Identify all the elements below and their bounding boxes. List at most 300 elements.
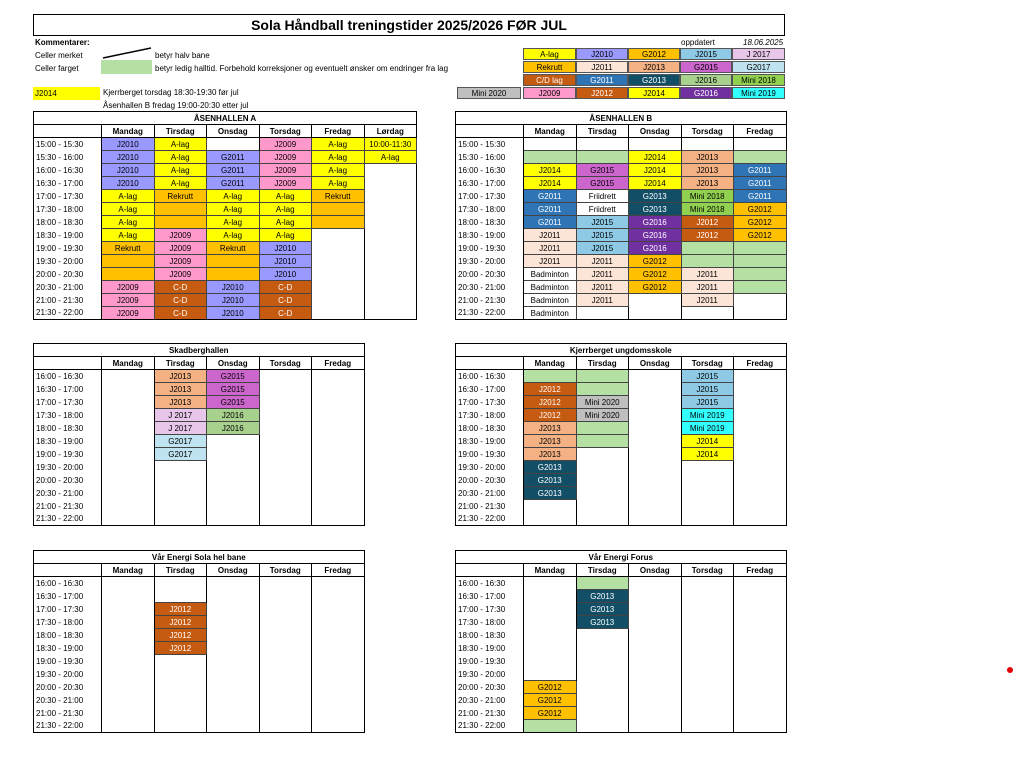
schedule-cell [312,422,365,435]
time-slot: 17:30 - 18:00 [34,409,102,422]
schedule-cell [734,294,787,307]
schedule-cell [102,409,155,422]
time-row [34,487,365,500]
time-row [456,294,787,307]
schedule-cell [681,513,734,526]
schedule-cell [102,474,155,487]
schedule-cell [576,461,629,474]
schedule-cell: J2013 [524,448,577,461]
day-header: Lørdag [364,125,417,138]
time-slot: 19:30 - 20:00 [456,255,524,268]
schedule-cell: J2012 [524,396,577,409]
schedule-cell [312,268,365,281]
schedule-cell [524,720,577,733]
schedule-cell [312,681,365,694]
schedule-cell [734,590,787,603]
day-header: Tirsdag [154,357,207,370]
time-row [456,409,787,422]
day-header: Tirsdag [154,125,207,138]
schedule-cell [734,487,787,500]
time-row [34,216,417,229]
hall-name: Vår Energi Sola hel bane [34,551,365,564]
schedule-cell [734,281,787,294]
schedule-cell: A-lag [259,216,312,229]
time-row [34,190,417,203]
schedule-cell [681,642,734,655]
colored-label: Celler farget [35,64,79,73]
schedule-cell [207,577,260,590]
schedule-cell [629,603,682,616]
schedule-cell: J2011 [524,242,577,255]
schedule-cell [629,707,682,720]
schedule-cell: J2009 [259,151,312,164]
schedule-cell [312,707,365,720]
schedule-cell: C-D [259,294,312,307]
hall-name: Skadberghallen [34,344,365,357]
schedule-cell: A-lag [312,177,365,190]
schedule-cell: G2016 [629,229,682,242]
schedule-cell: J2010 [207,281,260,294]
time-row [34,707,365,720]
schedule-cell [312,500,365,513]
schedule-cell: J2015 [576,216,629,229]
schedule-cell [259,487,312,500]
schedule-cell: A-lag [259,229,312,242]
time-slot: 19:30 - 20:00 [34,668,102,681]
schedule-cell [629,629,682,642]
schedule-cell: J2013 [154,396,207,409]
schedule-cell [154,577,207,590]
schedule-cell [524,577,577,590]
schedule-cell: J2011 [681,268,734,281]
time-slot: 16:30 - 17:00 [34,590,102,603]
day-header: Onsdag [629,564,682,577]
comments-label: Kommentarer: [35,38,90,47]
schedule-cell [576,138,629,151]
schedule-cell [102,681,155,694]
time-slot: 18:30 - 19:00 [456,642,524,655]
schedule-cell [681,474,734,487]
schedule-cell [259,435,312,448]
schedule-cell [102,255,155,268]
legend-team-g2016: G2016 [680,87,732,99]
hall-name: Vår Energi Forus [456,551,787,564]
legend-team-g2013: G2013 [628,74,680,86]
schedule-cell [576,707,629,720]
schedule-cell: G2016 [629,242,682,255]
schedule-cell: A-lag [259,203,312,216]
header-blank [34,125,102,138]
schedule-cell: J2010 [102,138,155,151]
time-slot: 19:30 - 20:00 [34,461,102,474]
legend-team-rekrutt: Rekrutt [523,61,576,73]
schedule-cell: G2012 [524,681,577,694]
schedule-cell [259,590,312,603]
time-row [34,138,417,151]
time-row [34,164,417,177]
schedule-cell [102,370,155,383]
schedule-cell [207,500,260,513]
time-row [456,577,787,590]
time-row [34,409,365,422]
schedule-cell: J2011 [576,281,629,294]
time-row [456,603,787,616]
schedule-cell: J2010 [102,177,155,190]
schedule-cell: G2011 [207,164,260,177]
colored-desc: betyr ledig halltid. Forbehold korreksjoner og eventuelt ønsker om endringer fra lag [155,64,449,73]
schedule-cell [364,242,417,255]
time-slot: 15:00 - 15:30 [456,138,524,151]
schedule-cell [364,216,417,229]
time-row [456,203,787,216]
schedule-cell [629,681,682,694]
time-row [456,281,787,294]
schedule-cell [681,255,734,268]
schedule-cell [629,461,682,474]
time-slot: 17:30 - 18:00 [456,616,524,629]
schedule-cell [576,487,629,500]
schedule-cell [102,616,155,629]
time-slot: 19:00 - 19:30 [456,655,524,668]
schedule-cell [259,668,312,681]
schedule-cell [312,307,365,320]
schedule-cell: J2012 [154,629,207,642]
note-line-1: Kjerrberget torsdag 18:30-19:30 før jul [103,88,239,97]
schedule-cell: J2012 [154,603,207,616]
time-row [456,190,787,203]
schedule-cell [576,370,629,383]
time-row [34,383,365,396]
schedule-cell [102,577,155,590]
schedule-cell [524,603,577,616]
schedule-cell [734,616,787,629]
time-row [456,177,787,190]
legend-team-g2012: G2012 [628,48,680,60]
time-row [456,668,787,681]
time-row [34,655,365,668]
time-row [34,603,365,616]
day-header: Onsdag [629,125,682,138]
schedule-cell: Rekrutt [312,190,365,203]
schedule-cell: J2014 [629,164,682,177]
schedule-cell [524,668,577,681]
schedule-cell [629,383,682,396]
header-blank [456,564,524,577]
schedule-cell [207,694,260,707]
schedule-cell: Rekrutt [102,242,155,255]
schedule-cell [576,307,629,320]
schedule-cell [681,681,734,694]
day-header: Mandag [102,564,155,577]
time-row [34,370,365,383]
schedule-cell [629,474,682,487]
schedule-cell [312,474,365,487]
time-slot: 16:00 - 16:30 [456,370,524,383]
schedule-cell: J2010 [102,151,155,164]
schedule-cell: G2012 [734,203,787,216]
schedule-cell: J2010 [259,255,312,268]
time-row [456,500,787,513]
time-row [456,216,787,229]
schedule-cell: Friidrett [576,203,629,216]
schedule-cell [312,629,365,642]
schedule-cell [629,422,682,435]
schedule-cell [102,500,155,513]
schedule-cell [576,500,629,513]
schedule-cell: J2011 [576,255,629,268]
time-row [34,577,365,590]
schedule-cell [312,229,365,242]
free-color-swatch [101,60,152,74]
schedule-cell [681,307,734,320]
schedule-cell [524,151,577,164]
time-row [456,655,787,668]
time-slot: 18:30 - 19:00 [34,642,102,655]
schedule-cell: A-lag [154,164,207,177]
time-slot: 16:30 - 17:00 [456,590,524,603]
schedule-cell: J2009 [154,268,207,281]
schedule-cell: C-D [154,281,207,294]
time-slot: 21:30 - 22:00 [456,513,524,526]
time-row [34,474,365,487]
schedule-cell [364,164,417,177]
schedule-cell [576,383,629,396]
schedule-cell [102,461,155,474]
schedule-cell: J2010 [259,268,312,281]
time-row [456,642,787,655]
schedule-cell: G2015 [576,164,629,177]
schedule-cell: J2011 [524,229,577,242]
time-row [456,694,787,707]
legend-team-j2013: J2013 [628,61,680,73]
schedule-cell: A-lag [154,177,207,190]
schedule-cell: Badminton [524,307,577,320]
schedule-cell [312,694,365,707]
schedule-cell: J2011 [681,294,734,307]
time-row [456,422,787,435]
schedule-cell [734,151,787,164]
schedule-cell [681,707,734,720]
time-row [34,307,417,320]
time-row [34,229,417,242]
schedule-cell: G2011 [524,190,577,203]
legend-team-j-2017: J 2017 [732,48,785,60]
schedule-cell: A-lag [207,216,260,229]
day-header: Tirsdag [576,357,629,370]
schedule-cell [312,396,365,409]
schedule-cell: G2012 [524,694,577,707]
schedule-cell: A-lag [312,151,365,164]
schedule-cell [364,255,417,268]
time-slot: 20:00 - 20:30 [34,474,102,487]
schedule-cell [259,577,312,590]
time-slot: 17:30 - 18:00 [34,616,102,629]
schedule-cell: G2011 [207,151,260,164]
schedule-cell: J2014 [681,448,734,461]
time-row [456,720,787,733]
schedule-cell [734,307,787,320]
schedule-cell [629,668,682,681]
time-slot: 20:30 - 21:00 [456,487,524,500]
day-header: Torsdag [259,564,312,577]
time-row [456,474,787,487]
schedule-cell [576,720,629,733]
schedule-cell [259,370,312,383]
time-slot: 20:00 - 20:30 [456,681,524,694]
schedule-cell: J2009 [102,281,155,294]
legend-team-g2017: G2017 [732,61,785,73]
time-slot: 17:00 - 17:30 [456,190,524,203]
schedule-cell: G2012 [734,229,787,242]
schedule-cell: G2011 [734,164,787,177]
schedule-cell [576,655,629,668]
schedule-cell [681,500,734,513]
time-row [34,435,365,448]
schedule-cell [312,720,365,733]
schedule-cell: Rekrutt [154,190,207,203]
hall-table-asen-a [33,111,417,320]
schedule-cell: G2013 [524,487,577,500]
time-slot: 16:30 - 17:00 [456,177,524,190]
schedule-cell [312,616,365,629]
schedule-cell: G2015 [207,396,260,409]
schedule-cell [259,383,312,396]
schedule-cell: A-lag [102,203,155,216]
hall-table-kjerr [455,343,787,526]
day-header: Torsdag [681,125,734,138]
schedule-cell [576,435,629,448]
schedule-cell [681,720,734,733]
schedule-cell [364,203,417,216]
time-slot: 21:30 - 22:00 [34,513,102,526]
schedule-cell [102,487,155,500]
time-slot: 16:00 - 16:30 [34,577,102,590]
time-row [34,668,365,681]
schedule-cell [207,655,260,668]
time-slot: 20:30 - 21:00 [456,281,524,294]
header-blank [34,357,102,370]
schedule-cell [154,707,207,720]
note-team-badge: J2014 [33,87,100,100]
schedule-cell [734,461,787,474]
schedule-cell: A-lag [154,138,207,151]
schedule-cell: J2009 [102,307,155,320]
schedule-cell [364,281,417,294]
time-row [456,242,787,255]
schedule-cell: A-lag [207,190,260,203]
time-row [456,151,787,164]
time-slot: 20:00 - 20:30 [34,681,102,694]
time-row [34,396,365,409]
schedule-cell [102,383,155,396]
time-slot: 17:30 - 18:00 [456,203,524,216]
schedule-cell [629,370,682,383]
schedule-cell [102,655,155,668]
schedule-cell: G2013 [524,461,577,474]
header-blank [456,125,524,138]
hall-table-asen-b [455,111,787,320]
schedule-cell [154,694,207,707]
time-slot: 16:00 - 16:30 [456,577,524,590]
time-slot: 18:00 - 18:30 [34,216,102,229]
schedule-cell [102,707,155,720]
schedule-cell: A-lag [154,151,207,164]
schedule-cell: 10:00-11:30 [364,138,417,151]
schedule-cell: J2015 [681,383,734,396]
time-slot: 19:30 - 20:00 [34,255,102,268]
schedule-cell [207,255,260,268]
time-row [456,629,787,642]
time-row [34,177,417,190]
schedule-cell [102,668,155,681]
schedule-cell [102,396,155,409]
time-slot: 18:30 - 19:00 [456,229,524,242]
time-slot: 18:00 - 18:30 [34,629,102,642]
schedule-cell [207,629,260,642]
schedule-cell [681,590,734,603]
legend-team-j2009: J2009 [523,87,576,99]
schedule-cell [576,694,629,707]
schedule-cell [734,422,787,435]
schedule-cell: G2017 [154,435,207,448]
schedule-cell: J2012 [154,642,207,655]
time-slot: 21:00 - 21:30 [34,707,102,720]
schedule-cell [524,513,577,526]
time-row [34,694,365,707]
time-slot: 20:00 - 20:30 [456,474,524,487]
schedule-cell: J2009 [259,177,312,190]
schedule-cell [154,474,207,487]
schedule-cell: G2012 [734,216,787,229]
schedule-cell: J2014 [629,151,682,164]
schedule-cell [259,720,312,733]
time-row [456,396,787,409]
schedule-cell: G2011 [207,177,260,190]
schedule-cell [734,138,787,151]
schedule-cell [629,655,682,668]
schedule-cell [102,603,155,616]
schedule-cell [207,616,260,629]
schedule-cell [681,242,734,255]
legend-team-j2014: J2014 [628,87,680,99]
schedule-cell [629,138,682,151]
schedule-cell [312,668,365,681]
day-header: Mandag [524,125,577,138]
schedule-cell [312,435,365,448]
schedule-cell: J2012 [154,616,207,629]
schedule-cell [312,577,365,590]
time-slot: 16:30 - 17:00 [34,177,102,190]
schedule-cell: G2012 [629,268,682,281]
schedule-cell: J2010 [259,242,312,255]
schedule-cell: Mini 2019 [681,409,734,422]
schedule-cell: Badminton [524,268,577,281]
time-slot: 17:00 - 17:30 [34,603,102,616]
day-header: Onsdag [207,357,260,370]
schedule-cell: G2015 [207,370,260,383]
time-row [34,590,365,603]
legend-team-mini-2020: Mini 2020 [457,87,521,99]
schedule-cell [312,513,365,526]
time-row [34,151,417,164]
schedule-cell [312,255,365,268]
schedule-cell [207,268,260,281]
time-row [456,487,787,500]
schedule-cell: J2009 [102,294,155,307]
day-header: Fredag [734,357,787,370]
schedule-cell [259,474,312,487]
time-slot: 21:00 - 21:30 [456,294,524,307]
